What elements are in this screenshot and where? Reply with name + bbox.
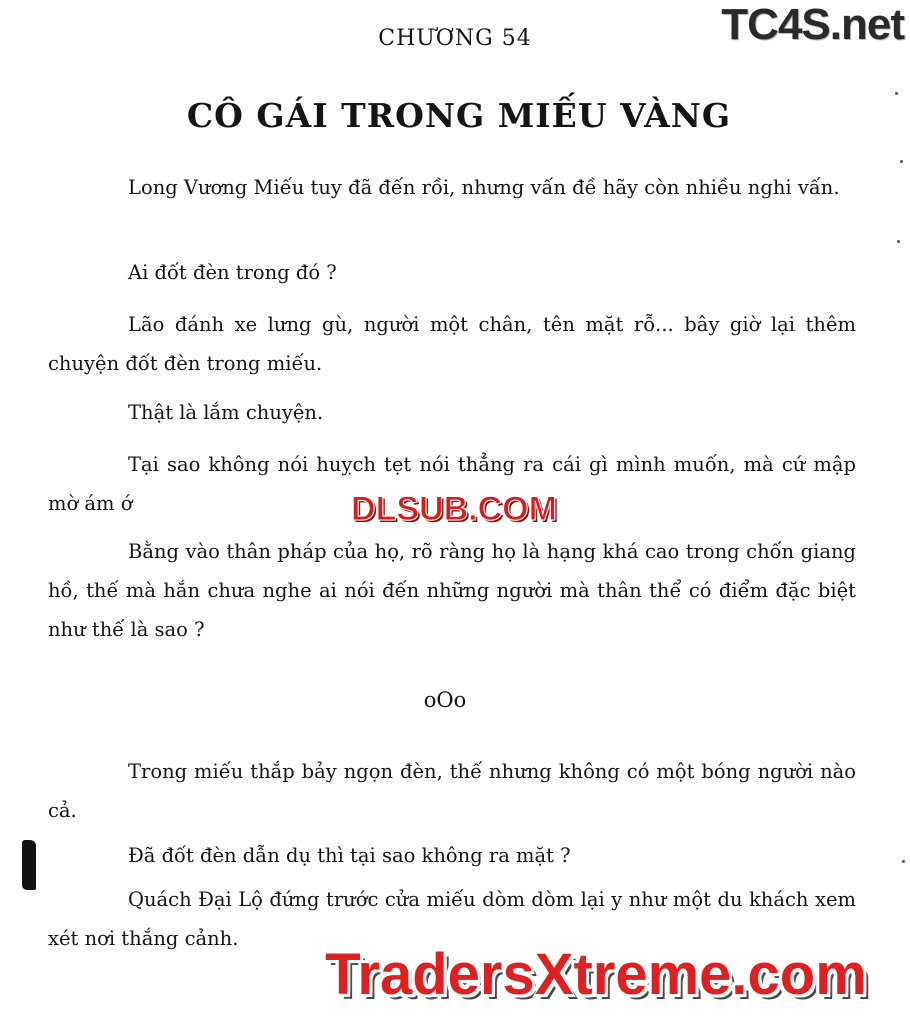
chapter-number: CHƯƠNG 54 [378,26,532,51]
scan-speck [897,240,900,243]
chapter-title: CÔ GÁI TRONG MIẾU VÀNG [186,96,732,135]
paragraph-1: Long Vương Miếu tuy đã đến rồi, nhưng vấn đề hãy còn nhiều nghi vấn. [128,176,840,199]
section-separator: oOo [423,688,467,712]
scan-speck [902,860,905,863]
paragraph-4: Thật là lắm chuyện. [128,401,324,424]
scan-speck [900,160,903,163]
watermark-dlsub: DLSUB.COM [318,490,590,528]
watermark-tc4s: TC4S.net [721,0,904,49]
paragraph-7: Trong miếu thắp bảy ngọn đèn, thế nhưng không có một bóng người nào cả. [48,760,856,822]
watermark-tradersxtreme: TradersXtreme.com [325,942,867,1007]
paragraph-6: Bằng vào thân pháp của họ, rõ ràng họ là hạng khá cao trong chốn giang hồ, thế mà hắn chưa nghe ai nói đến những người mà thân thể có điểm đặc biệt như thế là sao ? [48,540,856,641]
paragraph-2: Ai đốt đèn trong đó ? [128,261,337,284]
paragraph-9: Quách Đại Lộ đứng trước cửa miếu dòm dòm lại y như một du khách xem xét nơi thắng cảnh. [48,888,856,950]
paragraph-8: Đã đốt đèn dẫn dụ thì tại sao không ra mặt ? [128,844,571,867]
scan-speck [895,92,898,95]
paragraph-5: Tại sao không nói huỵch tẹt nói thẳng ra cái gì mình muốn, mà cứ mập mờ ám ớ [48,453,856,515]
paragraph-3: Lão đánh xe lưng gù, người một chân, tên mặt rỗ... bây giờ lại thêm chuyện đốt đèn trong miếu. [48,313,856,375]
scan-ink-blot [22,840,36,890]
